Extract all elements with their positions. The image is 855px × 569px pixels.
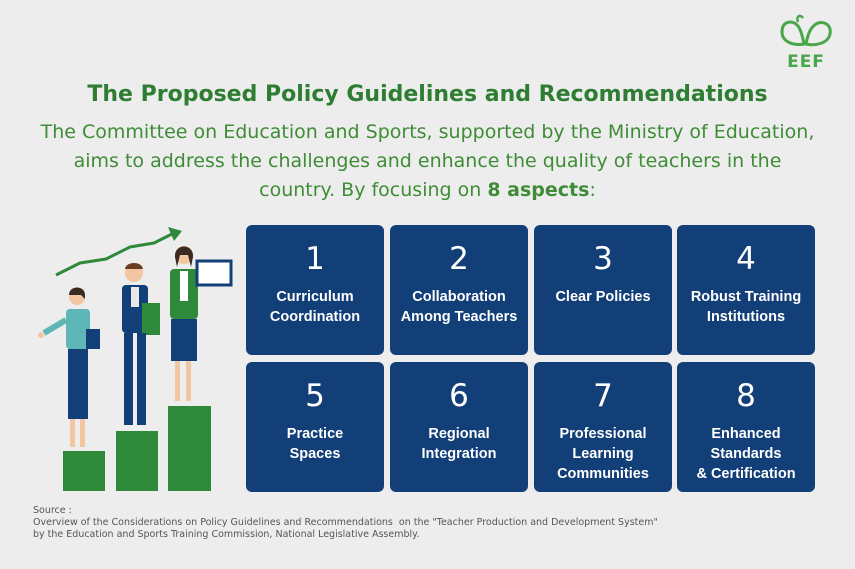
aspect-card: [246, 225, 384, 355]
aspect-card: [677, 362, 815, 492]
intro-highlight: 8 aspects: [487, 179, 590, 201]
aspect-number: 8: [736, 378, 756, 414]
aspect-number: 3: [593, 241, 613, 277]
aspect-label: Clear Policies: [555, 289, 651, 305]
source-line: by the Education and Sports Training Commission, National Legislative Assembly.: [33, 529, 420, 540]
intro-text: The Committee on Education and Sports, supported by the Ministry of Education, aims to address the challenges and enhance the quality of teachers in the country. By focusing on: [40, 121, 815, 201]
aspect-card: [390, 225, 528, 355]
aspect-number: 7: [593, 378, 613, 414]
page-title: The Proposed Policy Guidelines and Recommendations: [87, 82, 768, 107]
source-line: Overview of the Considerations on Policy Guidelines and Recommendations on the "Teacher Production and Development System": [33, 517, 658, 528]
eef-logo: [776, 12, 836, 74]
butterfly-icon: [776, 12, 836, 52]
aspects-grid: [246, 225, 815, 493]
aspect-card: [677, 225, 815, 355]
intro-suffix: :: [589, 179, 596, 201]
teachers-illustration: [30, 225, 245, 495]
aspect-number: 1: [305, 241, 325, 277]
aspect-card: [246, 362, 384, 492]
aspect-number: 6: [449, 378, 469, 414]
aspect-label: Professional Learning Communities: [557, 426, 649, 482]
aspect-number: 2: [449, 241, 469, 277]
source-note: [33, 505, 813, 541]
aspect-card: [534, 362, 672, 492]
aspect-label: Collaboration Among Teachers: [400, 289, 518, 325]
intro-paragraph: [40, 118, 815, 205]
aspect-label: Robust Training Institutions: [690, 289, 802, 325]
aspect-card: [390, 362, 528, 492]
aspect-card: [534, 225, 672, 355]
aspect-label: Regional Integration: [421, 426, 497, 462]
aspect-label: Curriculum Coordination: [269, 289, 361, 325]
aspect-number: 5: [305, 378, 325, 414]
aspect-label: Practice Spaces: [286, 426, 344, 462]
aspect-label: Enhanced Standards & Certification: [696, 426, 796, 482]
logo-text: EEF: [787, 52, 825, 72]
source-heading: Source :: [33, 505, 72, 516]
aspect-number: 4: [736, 241, 756, 277]
